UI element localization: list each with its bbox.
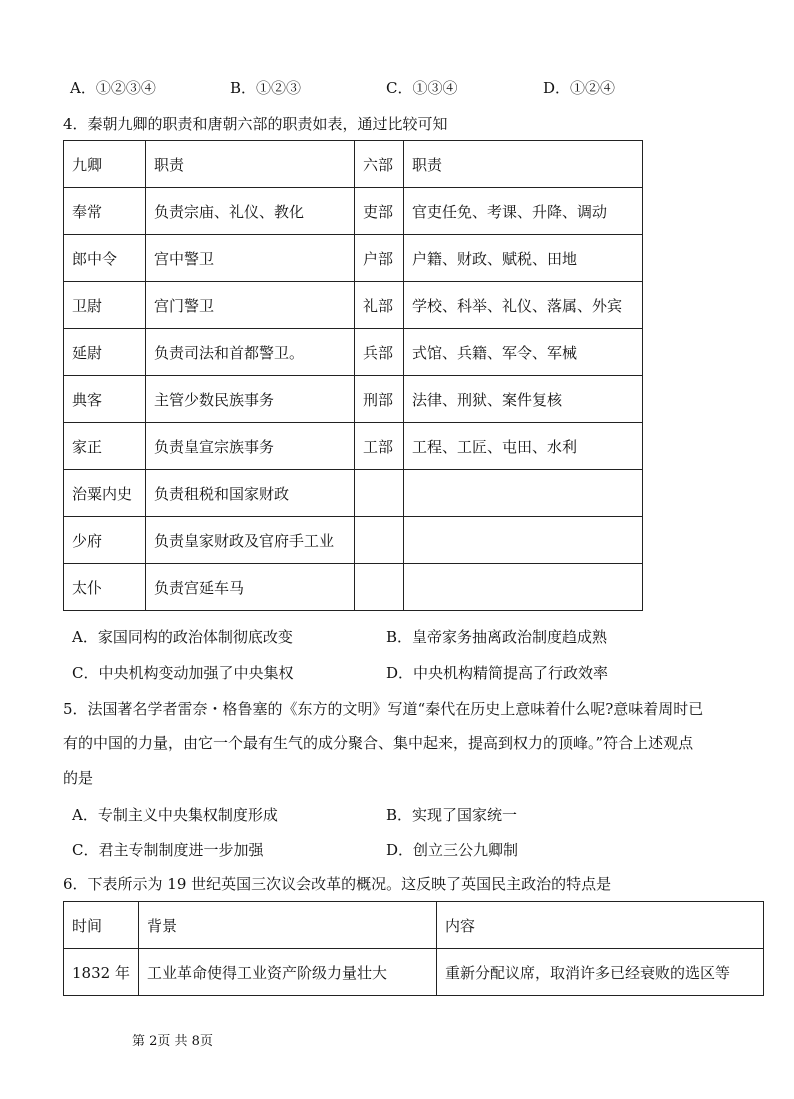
table-row: [64, 235, 643, 282]
table-cell: 少府: [64, 517, 146, 564]
table-header-row: [64, 902, 764, 949]
table-cell: 负责司法和首都警卫。: [146, 329, 355, 376]
q5-option-b: B．实现了国家统一: [386, 806, 518, 824]
table-header-cell: 九卿: [64, 141, 146, 188]
table-cell: 式馆、兵籍、军令、军械: [404, 329, 643, 376]
q4-option-a: A．家国同构的政治体制彻底改变: [72, 628, 293, 646]
table-cell: 负责皇宣宗族事务: [146, 423, 355, 470]
q4-option-c: C．中央机构变动加强了中央集权: [72, 664, 294, 682]
q3-option-c: C．①③④: [386, 79, 458, 97]
table-cell: [355, 470, 404, 517]
table-row: [64, 517, 643, 564]
table-row: [64, 329, 643, 376]
table-cell: 延尉: [64, 329, 146, 376]
q4-option-d: D．中央机构精简提高了行政效率: [386, 664, 609, 682]
table-header-cell: 六部: [355, 141, 404, 188]
table-row: [64, 470, 643, 517]
table-cell: 负责宗庙、礼仪、教化: [146, 188, 355, 235]
table-cell: 治粟内史: [64, 470, 146, 517]
q5-stem-line3: 的是: [63, 769, 94, 787]
q4-option-b: B．皇帝家务抽离政治制度趋成熟: [386, 628, 608, 646]
table-cell: [355, 517, 404, 564]
table-header-cell: 职责: [146, 141, 355, 188]
table-cell: [404, 470, 643, 517]
table-cell: 户部: [355, 235, 404, 282]
table-cell: 主管少数民族事务: [146, 376, 355, 423]
table-cell: 学校、科举、礼仪、落属、外宾: [404, 282, 643, 329]
table-cell: 卫尉: [64, 282, 146, 329]
table-row: [64, 188, 643, 235]
q5-option-d: D．创立三公九卿制: [386, 841, 519, 859]
table-cell: 礼部: [355, 282, 404, 329]
q5-option-a: A．专制主义中央集权制度形成: [72, 806, 278, 824]
table-cell: 户籍、财政、赋税、田地: [404, 235, 643, 282]
table-cell: 奉常: [64, 188, 146, 235]
table-cell: 工部: [355, 423, 404, 470]
q5-stem-line1: 5．法国著名学者雷奈・格鲁塞的《东方的文明》写道“秦代在历史上意味着什么呢?意味着周时已: [63, 700, 704, 718]
table-cell: 吏部: [355, 188, 404, 235]
table-row: [64, 282, 643, 329]
q6-table: [63, 901, 764, 996]
table-cell: [404, 564, 643, 611]
table-cell: [404, 517, 643, 564]
q3-option-d: D．①②④: [543, 79, 616, 97]
table-header-cell: 内容: [436, 902, 763, 949]
q5-stem-line2: 有的中国的力量，由它一个最有生气的成分聚合、集中起来，提高到权力的顶峰。”符合上述观点: [63, 734, 694, 752]
table-cell: 工程、工匠、屯田、水利: [404, 423, 643, 470]
table-cell: [355, 564, 404, 611]
table-cell: 工业革命使得工业资产阶级力量壮大: [138, 949, 436, 996]
table-row: [64, 423, 643, 470]
table-cell: 负责皇家财政及官府手工业: [146, 517, 355, 564]
table-cell: 官吏任免、考课、升降、调动: [404, 188, 643, 235]
page-footer: 第 2页 共 8页: [132, 1034, 213, 1049]
table-cell: 家正: [64, 423, 146, 470]
table-cell: 法律、刑狱、案件复核: [404, 376, 643, 423]
table-cell: 1832 年: [64, 949, 139, 996]
table-cell: 负责租税和国家财政: [146, 470, 355, 517]
q3-option-a: A．①②③④: [70, 79, 156, 97]
table-row: [64, 564, 643, 611]
q4-table: [63, 140, 643, 611]
table-cell: 宫门警卫: [146, 282, 355, 329]
q5-option-c: C．君主专制制度进一步加强: [72, 841, 264, 859]
table-cell: 宫中警卫: [146, 235, 355, 282]
table-header-cell: 职责: [404, 141, 643, 188]
table-cell: 太仆: [64, 564, 146, 611]
q4-stem: 4．秦朝九卿的职责和唐朝六部的职责如表，通过比较可知: [63, 115, 448, 133]
table-cell: 重新分配议席，取消许多已经衰败的选区等: [436, 949, 763, 996]
table-header-cell: 时间: [64, 902, 139, 949]
q3-option-b: B．①②③: [230, 79, 302, 97]
table-header-cell: 背景: [138, 902, 436, 949]
table-row: [64, 949, 764, 996]
table-cell: 典客: [64, 376, 146, 423]
table-cell: 刑部: [355, 376, 404, 423]
table-row: [64, 376, 643, 423]
table-cell: 兵部: [355, 329, 404, 376]
table-header-row: [64, 141, 643, 188]
table-cell: 郎中令: [64, 235, 146, 282]
q6-stem: 6．下表所示为 19 世纪英国三次议会改革的概况。这反映了英国民主政治的特点是: [63, 875, 612, 893]
table-cell: 负责宫延车马: [146, 564, 355, 611]
